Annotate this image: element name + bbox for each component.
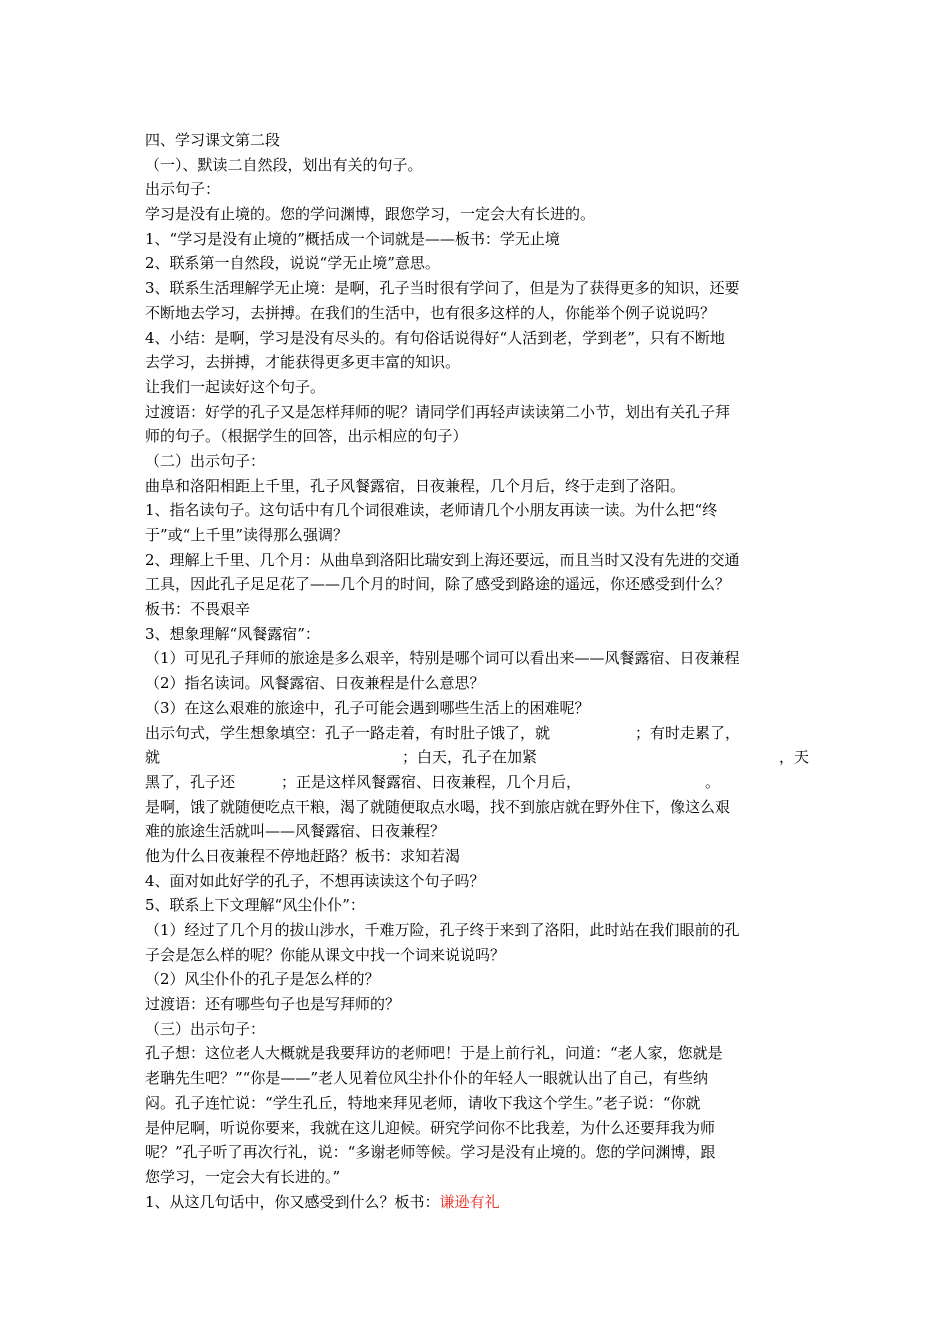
quoted-passage-line: 老聃先生吧？”“你是——”老人见着位风尘扑仆仆的年轻人一眼就认出了自己，有些纳 [145, 1069, 709, 1088]
paragraph-line: 是啊，饿了就随便吃点干粮，渴了就随便取点水喝，找不到旅店就在野外住下，像这么艰 [145, 797, 731, 816]
paragraph-line: 工具，因此孔子足足花了——几个月的时间，除了感受到路途的遥远，你还感受到什么？ [145, 575, 731, 594]
question-text: 1、从这几句话中，你又感受到什么？板书： [145, 1192, 440, 1211]
quoted-passage-line: 呢？”孔子听了再次行礼，说：“多谢老师等候。学习是没有止境的。您的学问渊博，跟 [145, 1143, 716, 1162]
fill-blank-text: ；正是这样风餐露宿、日夜兼程，几个月后， [281, 772, 582, 791]
paragraph-line: 3、联系生活理解学无止境：是啊，孔子当时很有学问了，但是为了获得更多的知识，还要 [145, 279, 740, 298]
paragraph-line: 于”或“上千里”读得那么强调？ [145, 526, 349, 544]
fill-blank-text: 黑了，孔子还 [145, 772, 236, 791]
quoted-passage-line: 是仲尼啊，听说你要来，我就在这儿迎候。研究学问你不比我差，为什么还要拜我为师 [145, 1118, 716, 1137]
subsection-heading: （二）出示句子： [145, 451, 266, 470]
blackboard-note: 谦逊有礼 [439, 1192, 500, 1211]
quoted-passage-line: 您学习，一定会大有长进的。” [145, 1167, 341, 1186]
quoted-passage-line: 孔子想：这位老人大概就是我要拜访的老师吧！于是上前行礼，问道：“老人家，您就是 [145, 1044, 723, 1063]
paragraph-line: 板书：不畏艰辛 [145, 600, 251, 619]
paragraph-line: 2、联系第一自然段，说说“学无止境”意思。 [145, 254, 440, 273]
paragraph-line: （1）可见孔子拜师的旅途是多么艰辛，特别是哪个词可以看出来——风餐露宿、日夜兼程 [145, 649, 740, 668]
paragraph-line: 去学习，去拼搏，才能获得更多更丰富的知识。 [145, 353, 461, 372]
quoted-passage-line: 闷。孔子连忙说：“学生孔丘，特地来拜见老师，请收下我这个学生。”老子说：“你就 [145, 1093, 701, 1112]
paragraph-line: （2）指名读词。风餐露宿、日夜兼程是什么意思？ [145, 674, 485, 693]
fill-blank-text: 出示句式，学生想象填空：孔子一路走着，有时肚子饿了，就 [145, 723, 551, 742]
document-body [145, 128, 809, 1214]
fill-blank-line [145, 721, 809, 746]
paragraph-line: （3）在这么艰难的旅途中，孔子可能会遇到哪些生活上的困难呢？ [145, 698, 590, 717]
paragraph-line: 师的句子。（根据学生的回答，出示相应的句子） [145, 427, 468, 446]
fill-blank-text: ；有时走累了， [635, 723, 741, 742]
paragraph-line: 2、理解上千里、几个月：从曲阜到洛阳比瑞安到上海还要远，而且当时又没有先进的交通 [145, 550, 740, 569]
paragraph-line: 4、小结：是啊，学习是没有尽头的。有句俗话说得好“人活到老，学到老”，只有不断地 [145, 328, 725, 347]
paragraph-line: 让我们一起读好这个句子。 [145, 377, 326, 396]
quoted-sentence: 学习是没有止境的。您的学问渊博，跟您学习，一定会大有长进的。 [145, 205, 596, 224]
fill-blank-line [145, 770, 809, 795]
section-heading: 四、学习课文第二段 [145, 131, 281, 149]
subsection-heading: （一）、默读二自然段，划出有关的句子。 [145, 155, 423, 174]
fill-blank-text: 就 [145, 748, 161, 767]
paragraph-line: （2）风尘仆仆的孔子是怎么样的？ [145, 970, 380, 989]
paragraph-line: 他为什么日夜兼程不停地赶路？板书：求知若渴 [145, 846, 461, 865]
fill-blank-text: ；白天，孔子在加紧 [401, 748, 537, 767]
paragraph-line: 1、指名读句子。这句话中有几个词很难读，老师请几个小朋友再读一读。为什么把“终 [145, 501, 718, 520]
subsection-heading: （三）出示句子： [145, 1019, 266, 1038]
paragraph-line: 不断地去学习，去拼搏。在我们的生活中，也有很多这样的人，你能举个例子说说吗？ [145, 303, 716, 322]
quoted-sentence: 曲阜和洛阳相距上千里，孔子风餐露宿，日夜兼程，几个月后，终于走到了洛阳。 [145, 476, 686, 495]
fill-blank-text: 。 [705, 772, 721, 791]
paragraph-line: 3、想象理解“风餐露宿”： [145, 624, 320, 643]
paragraph-line: （1）经过了几个月的拔山涉水，千难万险，孔子终于来到了洛阳，此时站在我们眼前的孔 [145, 921, 740, 939]
paragraph-line: 出示句子： [145, 180, 221, 199]
paragraph-line: 难的旅途生活就叫——风餐露宿、日夜兼程？ [145, 822, 446, 841]
paragraph-line: 5、联系上下文理解“风尘仆仆”： [145, 896, 365, 915]
fill-blank-line [145, 745, 809, 770]
fill-blank-text: ，天 [778, 748, 809, 767]
paragraph-line: 1、“学习是没有止境的”概括成一个词就是——板书：学无止境 [145, 229, 560, 248]
paragraph-line [145, 1190, 809, 1215]
paragraph-line: 过渡语：好学的孔子又是怎样拜师的呢？请同学们再轻声读读第二小节，划出有关孔子拜 [145, 402, 731, 421]
paragraph-line: 4、面对如此好学的孔子，不想再读读这个句子吗？ [145, 871, 485, 890]
paragraph-line: 子会是怎么样的呢？你能从课文中找一个词来说说吗？ [145, 945, 506, 964]
paragraph-line: 过渡语：还有哪些句子也是写拜师的？ [145, 995, 401, 1014]
